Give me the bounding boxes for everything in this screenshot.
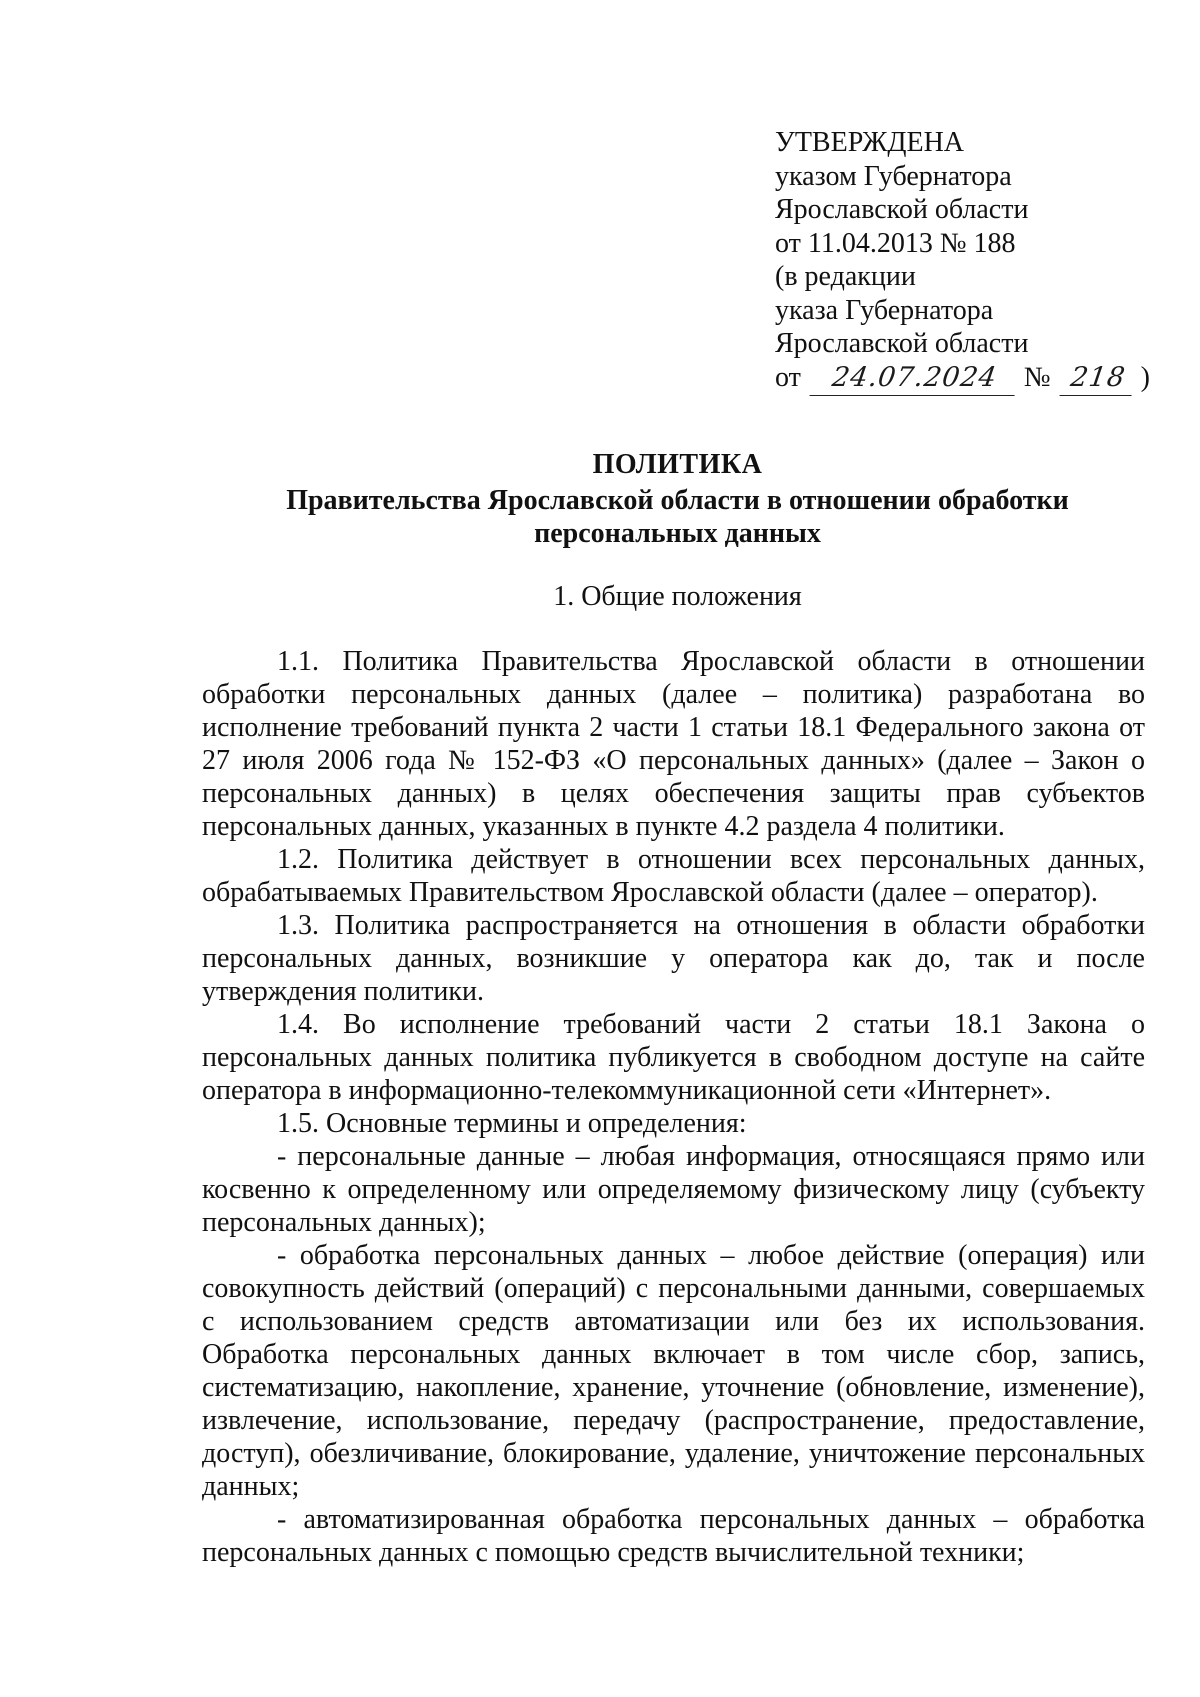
approval-stamp — [775, 126, 1155, 395]
title-subtitle-line-1: Правительства Ярославской области в отношении обработки — [286, 485, 1069, 516]
handwritten-number: 218 — [1059, 361, 1136, 396]
approval-line-7: Ярославской области — [775, 328, 1029, 359]
definition-processing: - обработка персональных данных – любое действие (операция) или совокупность действий (операций) с персональными данными, совершаемых с использованием средств автоматизации или без их использования. Обработка персональных данных включает в том числе сбор, запись, систематизацию, накопление, хранение, уточнение (обновление, изменение), извлечение, использование, передачу (распространение, предоставление, доступ), обезличивание, блокирование, удаление, уничтожение персональных данных; — [202, 1240, 1145, 1502]
handwritten-date: 24.07.2024 — [809, 361, 1019, 396]
approval-line-3: Ярославской области — [775, 194, 1029, 225]
date-prefix: от — [775, 361, 801, 393]
document-body — [202, 645, 1145, 1569]
definition-automated-processing: - автоматизированная обработка персональных данных – обработка персональных данных с помощью средств вычислительной техники; — [202, 1504, 1145, 1568]
paragraph-1-1: 1.1. Политика Правительства Ярославской области в отношении обработки персональных данных (далее – политика) разработана во исполнение требований пункта 2 части 1 статьи 18.1 Федерального закона от 27 июля 2006 года № 152-ФЗ «О персональных данных» (далее – Закон о персональных данных) в целях обеспечения защиты прав субъектов персональных данных, указанных в пункте 4.2 раздела 4 политики. — [202, 646, 1145, 842]
paragraph-1-2: 1.2. Политика действует в отношении всех персональных данных, обрабатываемых Правительством Ярославской области (далее – оператор). — [202, 844, 1145, 908]
paragraph-1-5: 1.5. Основные термины и определения: — [277, 1108, 747, 1139]
approval-line-2: указом Губернатора — [775, 160, 1012, 192]
paragraph-1-3: 1.3. Политика распространяется на отношения в области обработки персональных данных, возникшие у оператора как до, так и после утверждения политики. — [202, 910, 1145, 1007]
number-label: № — [1023, 361, 1051, 393]
document-title — [200, 448, 1155, 550]
closing-paren: ) — [1140, 361, 1150, 393]
approval-line-6: указа Губернатора — [775, 294, 994, 326]
approval-line-5: (в редакции — [775, 261, 916, 292]
approval-line-4: от 11.04.2013 № 188 — [775, 227, 1016, 259]
approval-line-8 — [775, 361, 1155, 396]
section-heading: 1. Общие положения — [553, 581, 802, 612]
paragraph-1-4: 1.4. Во исполнение требований части 2 статьи 18.1 Закона о персональных данных политика публикуется в свободном доступе на сайте оператора в информационно-телекоммуникационной сети «Интернет». — [202, 1009, 1145, 1106]
definition-personal-data: - персональные данные – любая информация, относящаяся прямо или косвенно к определенному или определяемому физическому лицу (субъекту персональных данных); — [202, 1141, 1145, 1238]
title-subtitle-line-2: персональных данных — [534, 518, 821, 549]
approval-line-1: УТВЕРЖДЕНА — [775, 127, 965, 158]
title-main: ПОЛИТИКА — [592, 449, 763, 480]
